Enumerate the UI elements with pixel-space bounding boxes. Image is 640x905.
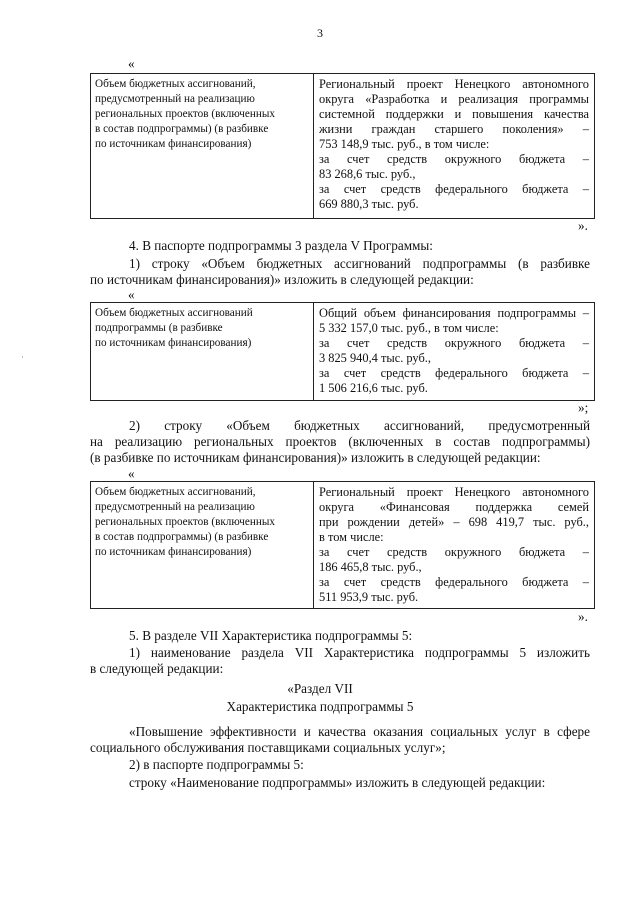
table-1-value-cell — [314, 74, 594, 218]
table-3-label-line: предусмотренный на реализацию — [95, 501, 255, 513]
section-quote-line: социального обслуживания поставщиками социальных услуг»; — [90, 740, 446, 755]
table-3 — [90, 481, 595, 609]
table-3-value-line: Региональный проект Ненецкого автономного — [319, 485, 589, 499]
table-3-label-line: в состав подпрограммы) (в разбивке — [95, 531, 269, 543]
table-3-label-cell — [91, 482, 314, 608]
table-3-label-line: Объем бюджетных ассигнований, — [95, 486, 256, 498]
table-1-value-line: за счет средств окружного бюджета – — [319, 152, 589, 166]
table-3-value-line: за счет средств федерального бюджета – — [319, 575, 589, 589]
table-2-label-line: Объем бюджетных ассигнований — [95, 307, 253, 319]
table-2-label-line: подпрограммы (в разбивке — [95, 322, 223, 334]
table-1-value-line: системной поддержки и повышения качества — [319, 107, 589, 121]
item-5-1-line: в следующей редакции: — [90, 661, 224, 676]
item-5-heading: 5. В разделе VII Характеристика подпрограммы 5: — [129, 628, 413, 643]
item-4-2-line: 2) строку «Объем бюджетных ассигнований, предусмотренный — [129, 418, 590, 433]
table-2-value-line: за счет средств федерального бюджета – — [319, 366, 589, 380]
table-2-value-line: за счет средств окружного бюджета – — [319, 336, 589, 350]
table-3-label-line: по источникам финансирования) — [95, 546, 252, 558]
table-3-value-line: за счет средств окружного бюджета – — [319, 545, 589, 559]
table-1-value-line: округа «Разработка и реализация программы — [319, 92, 589, 106]
table-1-label-line: региональных проектов (включенных — [95, 108, 275, 120]
page-number: 3 — [317, 26, 323, 40]
table-1-label-line: предусмотренный на реализацию — [95, 93, 255, 105]
table-2-value-cell — [314, 303, 594, 400]
table-3-label-line: региональных проектов (включенных — [95, 516, 275, 528]
quote-open-2: « — [128, 287, 135, 302]
table-1-value-line: 83 268,6 тыс. руб., — [319, 167, 416, 181]
section-quote-line: «Повышение эффективности и качества оказания социальных услуг в сфере — [129, 724, 590, 739]
table-2-value-line: 5 332 157,0 тыс. руб., в том числе: — [319, 321, 499, 335]
table-2-value-line: 1 506 216,6 тыс. руб. — [319, 381, 428, 395]
margin-mark: · — [21, 352, 24, 362]
quote-open-1: « — [128, 56, 135, 71]
section-subtitle: Характеристика подпрограммы 5 — [226, 699, 414, 714]
table-1-value-line: за счет средств федерального бюджета – — [319, 182, 589, 196]
table-1-label-line: в состав подпрограммы) (в разбивке — [95, 123, 269, 135]
table-3-value-line: при рождении детей» – 698 419,7 тыс. руб., — [319, 515, 589, 529]
item-4-2-line: (в разбивке по источникам финансирования)» изложить в следующей редакции: — [90, 450, 541, 465]
quote-open-3: « — [128, 466, 135, 481]
item-4-heading: 4. В паспорте подпрограммы 3 раздела V Программы: — [129, 238, 433, 253]
item-5-1-line: 1) наименование раздела VII Характеристика подпрограммы 5 изложить — [129, 645, 590, 660]
item-4-1-line: 1) строку «Объем бюджетных ассигнований подпрограммы (в разбивке — [129, 256, 590, 271]
quote-close-1: ». — [578, 218, 588, 233]
table-2-value-line: 3 825 940,4 тыс. руб., — [319, 351, 431, 365]
table-2 — [90, 302, 595, 401]
quote-close-3: ». — [578, 609, 588, 624]
table-1-label-cell — [91, 74, 314, 218]
table-1 — [90, 73, 595, 219]
table-3-value-cell — [314, 482, 594, 608]
table-3-value-line: 511 953,9 тыс. руб. — [319, 590, 419, 604]
table-1-value-line: Региональный проект Ненецкого автономного — [319, 77, 589, 91]
table-3-value-line: округа «Финансовая поддержка семей — [319, 500, 589, 514]
table-2-label-cell — [91, 303, 314, 400]
item-5-2-1: строку «Наименование подпрограммы» изложить в следующей редакции: — [129, 775, 546, 790]
table-1-label-line: Объем бюджетных ассигнований, — [95, 78, 256, 90]
table-3-value-line: в том числе: — [319, 530, 384, 544]
item-4-1-line: по источникам финансирования)» изложить в следующей редакции: — [90, 272, 474, 287]
table-2-value-line: Общий объем финансирования подпрограммы – — [319, 306, 589, 320]
table-3-value-line: 186 465,8 тыс. руб., — [319, 560, 422, 574]
table-1-value-line: жизни граждан старшего поколения» – — [319, 122, 589, 136]
item-4-2-line: на реализацию региональных проектов (включенных в состав подпрограммы) — [90, 434, 590, 449]
table-2-label-line: по источникам финансирования) — [95, 337, 252, 349]
item-5-2: 2) в паспорте подпрограммы 5: — [129, 757, 304, 772]
table-1-value-line: 753 148,9 тыс. руб., в том числе: — [319, 137, 490, 151]
quote-close-2: »; — [578, 400, 589, 415]
table-1-value-line: 669 880,3 тыс. руб. — [319, 197, 419, 211]
table-1-label-line: по источникам финансирования) — [95, 138, 252, 150]
section-title: «Раздел VII — [287, 681, 353, 696]
